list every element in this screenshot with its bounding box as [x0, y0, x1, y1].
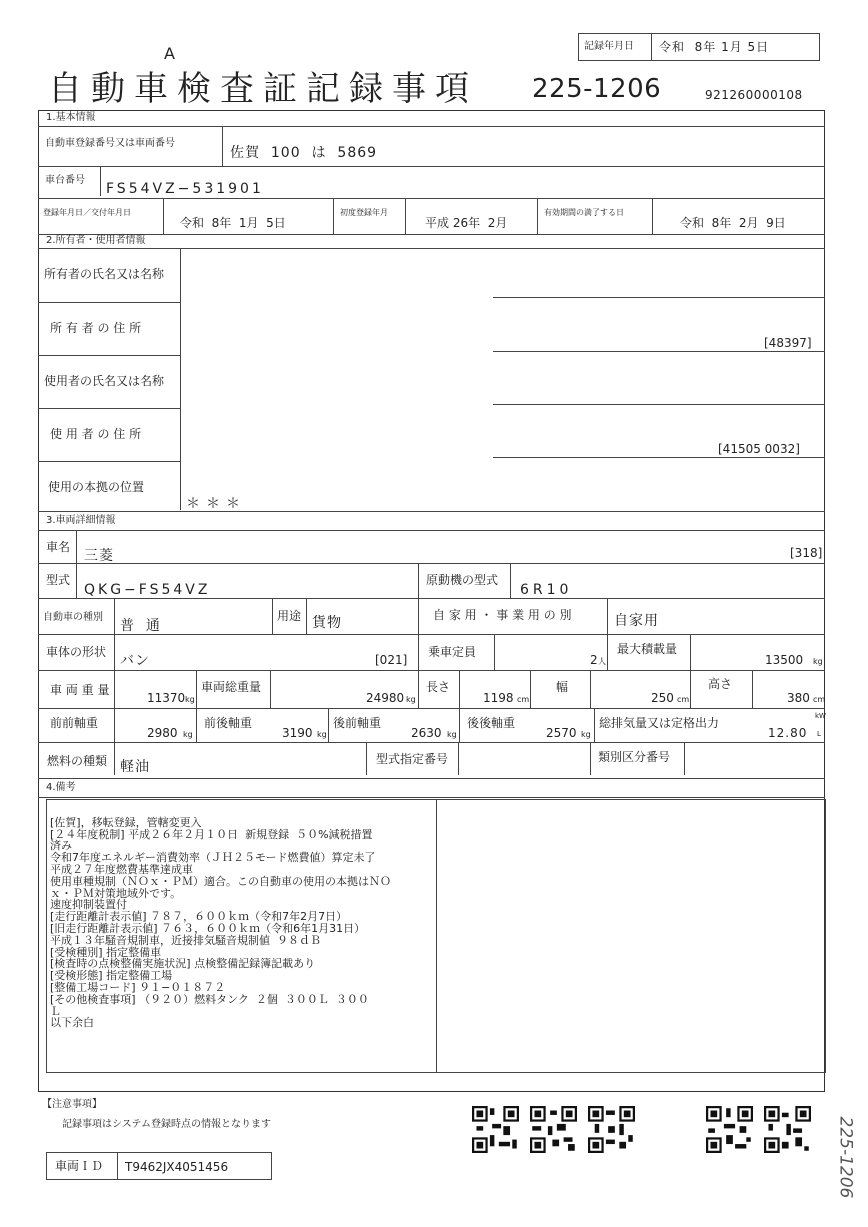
remark-line: 速度抑制装置付 [50, 898, 127, 912]
class-no-label: 類別区分番号 [598, 750, 671, 764]
fuel-label: 燃料の種類 [47, 754, 108, 768]
displacement-value: 12.80 [768, 726, 808, 740]
body-value: バン [120, 653, 150, 669]
first-reg-label: 初度登録年月 [340, 208, 388, 217]
expiry-label: 有効期間の満了する日 [544, 208, 624, 217]
weight-label: 車 両 重 量 [50, 683, 110, 697]
form-mark: A [164, 44, 175, 63]
body-label: 車体の形状 [46, 645, 107, 659]
base-label: 使用の本拠の位置 [48, 480, 145, 494]
record-date-value: 令和 8年 1月 5日 [659, 40, 770, 54]
remark-line: [検査時の点検整備実施状況] 点検整備記録簿記載あり [50, 957, 316, 971]
model-value: QKG−FS54VZ [84, 582, 211, 598]
qr-code-icon [472, 1106, 519, 1153]
kind-value: 普 通 [120, 618, 161, 634]
owner-name-label: 所有者の氏名又は名称 [44, 267, 165, 281]
remark-line: 以下余白 [50, 1016, 94, 1030]
owner-code: [48397] [764, 336, 812, 350]
vehicle-id-label: 車両ＩＤ [55, 1159, 104, 1173]
maxload-label: 最大積載量 [617, 642, 678, 656]
engine-label: 原動機の型式 [426, 573, 499, 587]
length-label: 長さ [426, 680, 451, 694]
section-basic-heading: 1.基本情報 [46, 112, 96, 123]
ff-axle-unit: kg [183, 730, 193, 739]
section-remarks-heading: 4.備考 [46, 782, 76, 793]
notice-text: 記録事項はシステム登録時点の情報となります [62, 1119, 271, 1130]
remark-line: [受検形態] 指定整備工場 [50, 969, 173, 983]
rf-axle-unit: kg [447, 730, 457, 739]
remark-line: 令和7年度エネルギー消費効率（ＪＨ２５モード燃費値）算定未了 [50, 851, 376, 865]
remark-line: Ｌ [50, 1004, 61, 1018]
owner-address-label: 所 有 者 の 住 所 [50, 321, 142, 335]
remark-line: 平成１３年騒音規制車，近接排気騒音規制値 ９８ｄＢ [50, 933, 321, 947]
cert-number: 225-1206 [532, 74, 662, 104]
remark-line: ｘ・ＰＭ対策地域外です。 [50, 886, 182, 900]
vehicle-name-value: 三菱 [84, 548, 114, 564]
width-value: 250 [651, 691, 674, 705]
private-value: 自家用 [614, 613, 659, 629]
base-value: ＊＊＊ [186, 496, 246, 512]
gross-value: 24980 [366, 691, 405, 705]
plate-value: 佐賀 100 は 5869 [230, 145, 378, 161]
maxload-value: 13500 [765, 653, 804, 667]
first-reg-value: 平成 26年 2月 [425, 216, 508, 230]
fr-axle-value: 3190 [282, 726, 313, 740]
remark-line: 平成２７年度燃費基準達成車 [50, 862, 193, 876]
page-title: 自動車検査証記録事項 [48, 69, 478, 109]
remark-line: [走行距離計表示値] ７８７，６００ｋｍ（令和7年2月7日） [50, 910, 348, 924]
height-unit: cm [813, 695, 826, 704]
displacement-unit-l: L [817, 730, 821, 738]
rr-axle-unit: kg [581, 730, 591, 739]
notice-heading: 【注意事項】 [42, 1099, 102, 1110]
vehicle-name-code: [318] [790, 546, 823, 560]
handwritten-number: 225-1206 [835, 1116, 856, 1199]
weight-unit: kg [185, 695, 195, 704]
model-label: 型式 [46, 573, 71, 587]
capacity-value: 2 [590, 653, 598, 667]
vehicle-name-label: 車名 [46, 540, 71, 554]
kind-label: 自動車の種別 [43, 612, 103, 623]
length-unit: cm [517, 695, 530, 704]
weight-value: 11370 [147, 691, 186, 705]
ff-axle-value: 2980 [147, 726, 178, 740]
remark-line: [旧走行距離計表示値] ７６３，６００ｋｍ（令和6年1月31日） [50, 921, 366, 935]
maxload-unit: kg [813, 657, 823, 666]
user-code: [41505 0032] [718, 442, 800, 456]
height-value: 380 [787, 691, 810, 705]
use-value: 貨物 [312, 615, 342, 631]
chassis-label: 車台番号 [45, 175, 85, 186]
width-label: 幅 [556, 680, 569, 694]
rf-axle-label: 後前軸重 [333, 716, 382, 730]
ff-axle-label: 前前軸重 [50, 716, 99, 730]
rr-axle-label: 後後軸重 [467, 716, 516, 730]
fr-axle-label: 前後軸重 [204, 716, 253, 730]
length-value: 1198 [483, 691, 514, 705]
expiry-value: 令和 8年 2月 9日 [680, 216, 786, 230]
height-label: 高さ [708, 677, 733, 691]
fuel-value: 軽油 [120, 759, 150, 775]
record-date-label: 記録年月日 [584, 41, 634, 52]
qr-code-icon [706, 1106, 753, 1153]
qr-code-icon [530, 1106, 577, 1153]
vehicle-id-value: T9462JX4051456 [125, 1160, 229, 1174]
user-name-label: 使用者の氏名又は名称 [44, 374, 165, 388]
remark-line: 済み [50, 839, 72, 853]
chassis-value: FS54VZ−531901 [106, 181, 264, 197]
displacement-label: 総排気量又は定格出力 [599, 716, 720, 730]
qr-code-icon [588, 1106, 635, 1153]
private-label: 自 家 用 ・ 事 業 用 の 別 [433, 608, 572, 622]
regdate-label: 登録年月日／交付年月日 [43, 208, 131, 217]
remark-line: 使用車種規制（ＮＯｘ・ＰＭ）適合。この自動車の使用の本拠はＮＯ [50, 874, 391, 888]
remark-line: [整備工場コード] ９１−０１８７２ [50, 980, 226, 994]
engine-value: 6R10 [520, 582, 573, 598]
capacity-label: 乗車定員 [428, 645, 477, 659]
remarks-text [50, 805, 440, 1041]
remark-line: [佐賀]，移転登録，管轄変更入 [50, 815, 202, 829]
document-number: 921260000108 [705, 88, 803, 102]
rf-axle-value: 2630 [411, 726, 442, 740]
vehicle-id-box [46, 1152, 272, 1180]
section-owner-heading: 2.所有者・使用者情報 [46, 235, 146, 246]
remark-line: [受検種別] 指定整備車 [50, 945, 162, 959]
fr-axle-unit: kg [317, 730, 327, 739]
width-unit: cm [677, 695, 690, 704]
type-no-label: 型式指定番号 [376, 752, 449, 766]
remark-line: [その他検査事項] （９２０）燃料タンク ２個 ３００Ｌ ３００ [50, 992, 369, 1006]
section-vehicle-heading: 3.車両詳細情報 [46, 515, 116, 526]
record-date-box [578, 33, 820, 61]
body-code: [021] [375, 653, 408, 667]
gross-label: 車両総重量 [201, 680, 262, 694]
displacement-unit-kw: kW [815, 712, 826, 720]
qr-code-icon [764, 1106, 811, 1153]
remark-line: [２４年度税制] 平成２６年２月１０日 新規登録 ５０%減税措置 [50, 827, 373, 841]
plate-label: 自動車登録番号又は車両番号 [45, 138, 175, 149]
use-label: 用途 [277, 609, 302, 623]
regdate-value: 令和 8年 1月 5日 [180, 216, 286, 230]
gross-unit: kg [406, 695, 416, 704]
user-address-label: 使 用 者 の 住 所 [50, 427, 142, 441]
rr-axle-value: 2570 [546, 726, 577, 740]
capacity-unit: 人 [598, 657, 606, 666]
